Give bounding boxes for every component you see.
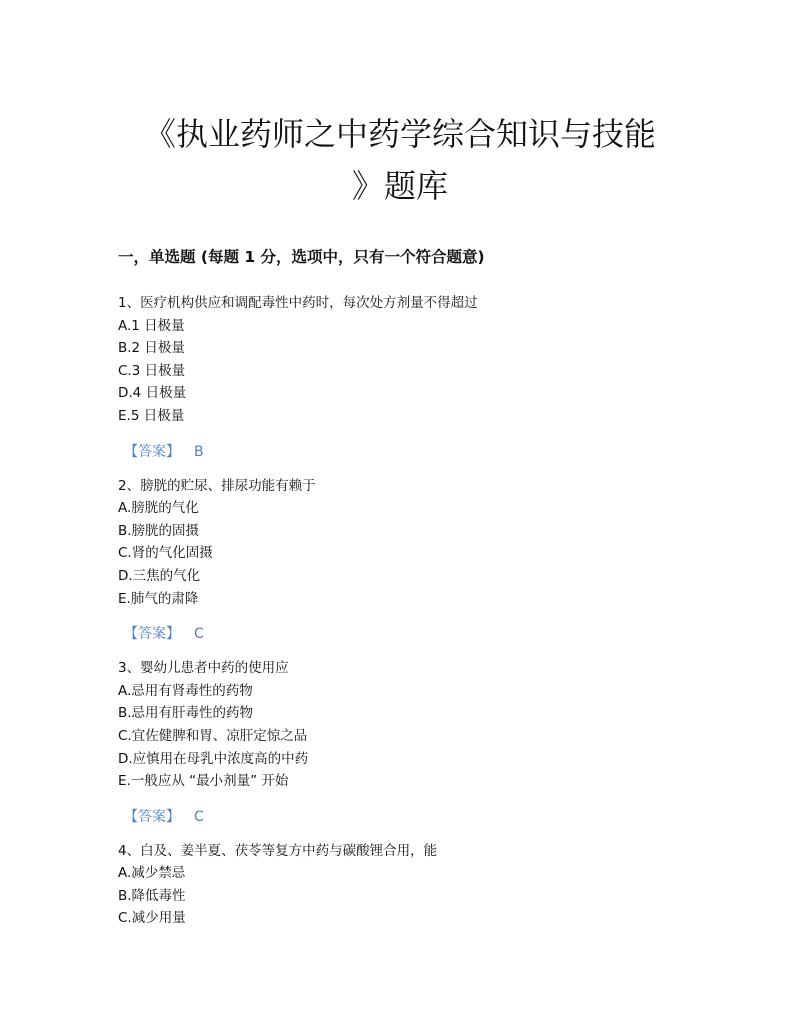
question-1 xyxy=(118,292,718,463)
answer-label: 【答案】 xyxy=(124,808,180,825)
question-stem: 2、膀胱的贮尿、排尿功能有赖于 xyxy=(118,477,316,494)
option-a: A.1 日极量 xyxy=(118,317,185,334)
option-e: E.5 日极量 xyxy=(118,407,185,424)
option-d: D.4 日极量 xyxy=(118,385,187,402)
option-d: D.应慎用在母乳中浓度高的中药 xyxy=(118,750,309,767)
answer-value: C xyxy=(194,808,204,825)
answer-line xyxy=(124,806,718,828)
option-c: C.3 日极量 xyxy=(118,362,186,379)
section-title: 一，单选题 (每题 1 分，选项中，只有一个符合题意) xyxy=(118,248,485,266)
answer-label: 【答案】 xyxy=(124,443,180,460)
document-title-line2: 》题库 xyxy=(351,167,448,205)
option-c: C.减少用量 xyxy=(118,910,186,927)
answer-value: B xyxy=(194,443,204,460)
question-4 xyxy=(118,840,718,930)
option-a: A.减少禁忌 xyxy=(118,865,186,882)
answer-line xyxy=(124,441,718,463)
option-c: C.宜佐健脾和胃、凉肝定惊之品 xyxy=(118,727,308,744)
option-c: C.肾的气化固摄 xyxy=(118,545,213,562)
option-e: E.肺气的肃降 xyxy=(118,590,199,607)
answer-line xyxy=(124,623,718,645)
option-b: B.降低毒性 xyxy=(118,887,186,904)
option-e: E.一般应从 “最小剂量” 开始 xyxy=(118,773,289,790)
question-stem: 3、婴幼儿患者中药的使用应 xyxy=(118,660,289,677)
question-3 xyxy=(118,657,718,828)
answer-value: C xyxy=(194,626,204,643)
option-b: B.2 日极量 xyxy=(118,340,185,357)
question-list xyxy=(118,292,718,942)
option-a: A.膀胱的气化 xyxy=(118,500,199,517)
option-a: A.忌用有肾毒性的药物 xyxy=(118,682,253,699)
document-title-line1: 《执业药师之中药学综合知识与技能 xyxy=(143,115,656,153)
document-title xyxy=(100,108,700,212)
option-b: B.忌用有肝毒性的药物 xyxy=(118,705,254,722)
question-stem: 4、白及、姜半夏、茯苓等复方中药与碳酸锂合用，能 xyxy=(118,842,438,859)
answer-label: 【答案】 xyxy=(124,626,180,643)
question-2 xyxy=(118,475,718,646)
option-b: B.膀胱的固摄 xyxy=(118,522,200,539)
question-stem: 1、医疗机构供应和调配毒性中药时，每次处方剂量不得超过 xyxy=(118,295,478,311)
option-d: D.三焦的气化 xyxy=(118,567,201,584)
